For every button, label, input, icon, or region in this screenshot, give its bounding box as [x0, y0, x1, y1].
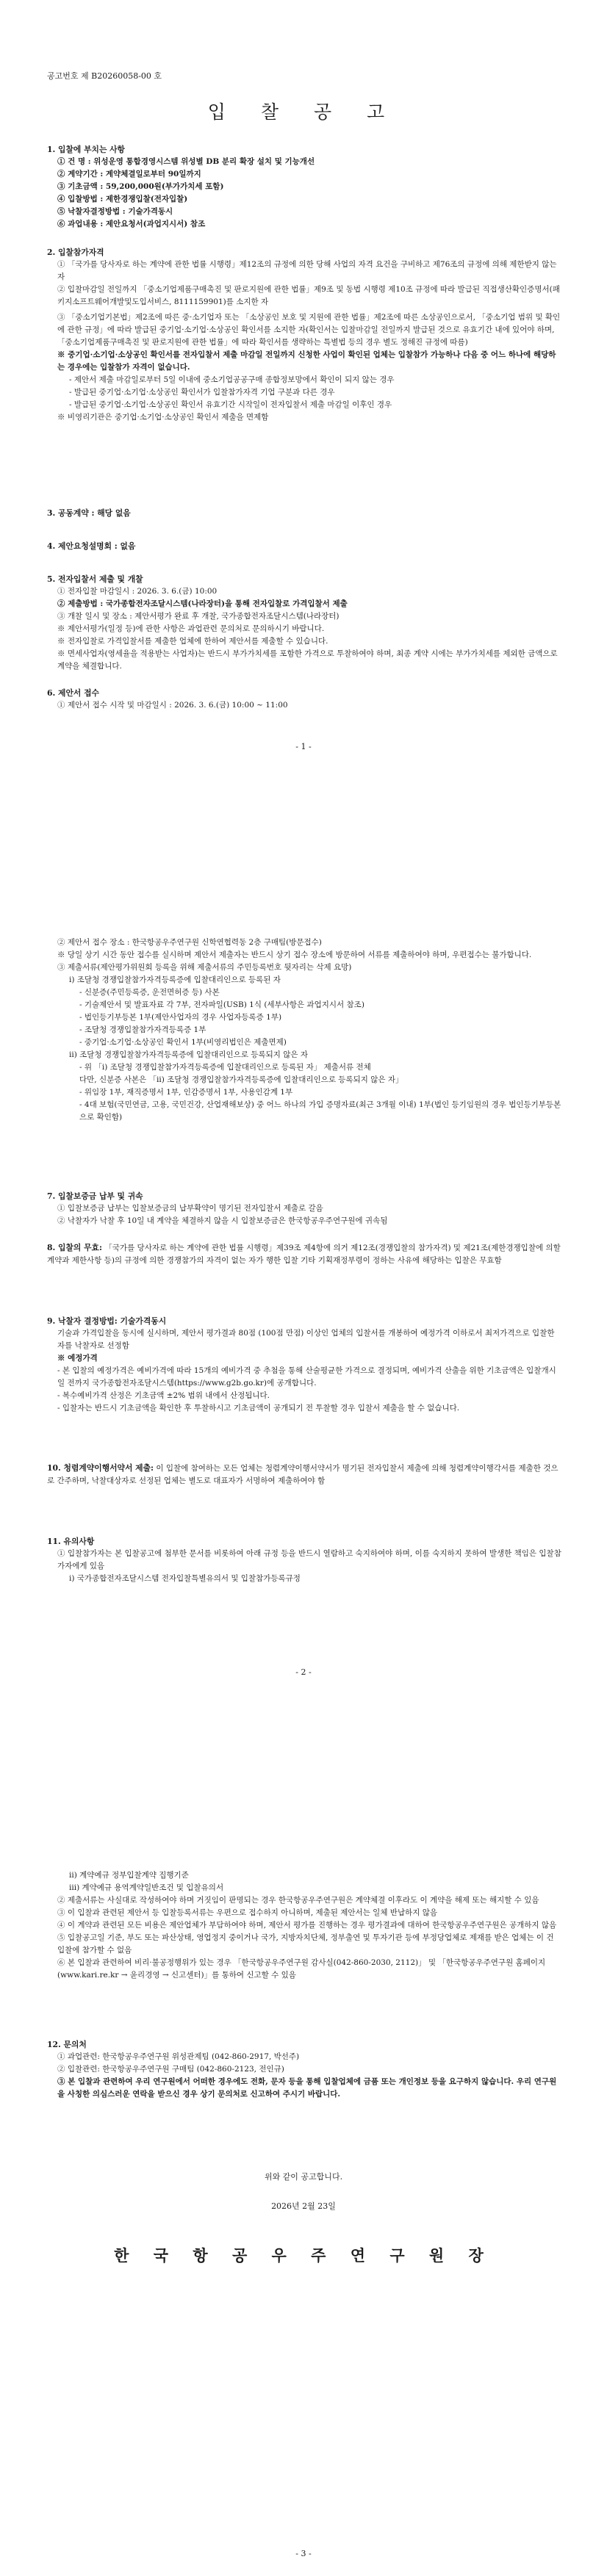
s6-doc-proposal: - 기술제안서 및 발표자료 각 7부, 전자파일(USB) 1식 (세부사항은 과업지시서 참조): [79, 1000, 364, 1009]
section-7: [47, 1190, 561, 1227]
s2-item-2: ② 입찰마감일 전일까지 「중소기업제품구매촉진 및 판로지원에 관한 법률」제9조 및 동법 시행령 제10조 규정에 따라 발급된 직접생산확인증명서(패키지소프트웨어개발및도입서비스, 8111159901)를 소지한 자: [57, 285, 560, 306]
s6-item-place: ② 제안서 접수 장소 : 한국항공우주연구원 신학연협력동 2층 구매팀(방문접수): [57, 938, 322, 947]
s7-item-1: ① 입찰보증금 납부는 입찰보증금의 납부확약이 명기된 전자입찰서 제출로 갈음: [57, 1204, 323, 1213]
section-12-heading: 12. 문의처: [47, 2040, 87, 2049]
section-10-heading: 10. 청렴계약이행서약서 제출:: [47, 1463, 154, 1473]
section-11-cont: [47, 1869, 561, 1982]
s1-item-decision: ⑤ 낙찰자결정방법 : 기술가격동시: [57, 207, 173, 216]
s9-text: 기술과 가격입찰을 동시에 실시하며, 제안서 평가결과 80점 (100점 만점) 이상인 업체의 입찰서를 개봉하여 예정가격 이하로서 최저가격으로 입찰한 자를 낙찰자로 선정함: [57, 1329, 555, 1350]
section-4-heading: 4. 제안요청설명회 : 없음: [47, 541, 136, 551]
s7-item-2: ② 낙찰자가 낙찰 후 10일 내 계약을 체결하지 않을 시 입찰보증금은 한국항공우주연구원에 귀속됨: [57, 1216, 388, 1225]
s6-doc-exception: 다만, 신분증 사본은 「ⅱ) 조달청 경쟁입찰참가자격등록증에 입찰대리인으로 등록되지 않은 자」: [79, 1075, 403, 1084]
section-6: [47, 687, 561, 712]
s1-item-period: ② 계약기간 : 계약체결일로부터 90일까지: [57, 170, 201, 178]
s5-note-2: ※ 전자입찰로 가격입찰서를 제출한 업체에 한하여 제안서를 제출할 수 있습니다.: [57, 637, 328, 646]
s1-item-scope: ⑥ 과업내용 : 제안요청서(과업지시서) 참조: [57, 220, 206, 228]
s11-item-5: ⑤ 입찰공고일 기준, 부도 또는 파산상태, 영업정지 중이거나 국가, 지방자치단체, 정부출연 및 투자기관 등에 부정당업체로 제재를 받은 업체는 이 건 입찰에 참가할 수 없음: [57, 1933, 554, 1955]
s6-case-1: ⅰ) 조달청 경쟁입찰참가자격등록증에 입찰대리인으로 등록된 자: [69, 975, 281, 984]
s11-item-4: ④ 이 계약과 관련된 모든 비용은 제안업체가 부담하여야 하며, 제안서 평가를 진행하는 경우 평가결과에 대하여 한국항공우주연구원은 공개하지 않음: [57, 1921, 557, 1930]
section-3: [47, 507, 561, 519]
section-2: [47, 246, 561, 424]
s1-item-name: ① 건 명 : 위성운영 통합경영시스템 위성별 DB 분리 확장 설치 및 기능개선: [57, 157, 315, 166]
s9-note: ※ 예정가격: [57, 1354, 98, 1363]
s11-sub-1: ⅰ) 국가종합전자조달시스템 전자입찰특별유의서 및 입찰참가등록규정: [69, 1574, 301, 1583]
s6-doc-insurance: - 4대 보험(국민연금, 고용, 국민건강, 산업재해보상) 중 어느 하나의 가입 증명자료(최근 3개월 이내) 1부(법인 등기임원의 경우 법인등기부등본으로 확인함): [79, 1100, 561, 1122]
s9-sub-2: - 복수예비가격 산정은 기초금액 ±2% 범위 내에서 산정됩니다.: [57, 1391, 270, 1400]
s11-sub-2: ⅱ) 계약예규 정부입찰계약 집행기준: [69, 1871, 189, 1880]
s9-sub-3: - 입찰자는 반드시 기초금액을 확인한 후 투찰하시고 기초금액이 공개되기 전 투찰할 경우 입찰서 제출을 할 수 없습니다.: [57, 1404, 460, 1413]
s2-item-1: ① 「국가를 당사자로 하는 계약에 관한 법률 시행령」제12조의 규정에 의한 당해 사업의 자격 요건을 구비하고 제76조의 규정에 의해 제한받지 않는 자: [57, 260, 557, 281]
s6-case-2: ⅱ) 조달청 경쟁입찰참가자격등록증에 입찰대리인으로 등록되지 않은 자: [69, 1050, 308, 1059]
section-3-heading: 3. 공동계약 : 해당 없음: [47, 508, 131, 518]
s2-sub-2: - 발급된 중기업·소기업·소상공인 확인서가 입찰참가자격 기업 구분과 다른 경우: [69, 388, 335, 397]
section-2-heading: 2. 입찰참가자격: [47, 248, 104, 257]
section-9-heading: 9. 낙찰자 결정방법: 기술가격동시: [47, 1316, 167, 1326]
section-7-heading: 7. 입찰보증금 납부 및 귀속: [47, 1191, 143, 1201]
s6-doc-registry: - 법인등기부등본 1부(제안사업자의 경우 사업자등록증 1부): [79, 1013, 282, 1022]
s2-sub-3: - 발급된 중기업·소기업·소상공인 확인서 유효기간 시작일이 전자입찰서 제출 마감일 이후인 경우: [69, 400, 392, 409]
page-title: 입 찰 공 고: [207, 101, 400, 123]
section-8-heading: 8. 입찰의 무효:: [47, 1243, 102, 1252]
s6-doc-g2b: - 조달청 경쟁입찰참가자격등록증 1부: [79, 1025, 206, 1034]
issuer-name: 한 국 항 공 우 주 연 구 원 장: [114, 2246, 493, 2265]
s5-note-3: ※ 면세사업자(영세율을 적용받는 사업자)는 반드시 부가가치세를 포함한 가격으로 투찰하여야 하며, 최종 계약 시에는 부가가치세를 제외한 금액으로 계약을 체결합니다.: [57, 649, 558, 671]
s5-item-opening: ③ 개찰 일시 및 장소 : 제안서평가 완료 후 개찰, 국가종합전자조달시스템(나라장터): [57, 612, 340, 621]
s6-doc-all: - 위 「ⅰ) 조달청 경쟁입찰참가자격등록증에 입찰대리인으로 등록된 자」 제출서류 전체: [79, 1063, 371, 1072]
s1-item-base-price: ③ 기초금액 : 59,200,000원(부가가치세 포함): [57, 182, 224, 191]
s5-note-1: ※ 제안서평가(일정 등)에 관한 사항은 과업관련 문의처로 문의하시기 바랍니다.: [57, 624, 325, 633]
section-11: [47, 1535, 561, 1585]
s12-warning: ③ 본 입찰과 관련하여 우리 연구원에서 어떠한 경우에도 전화, 문자 등을 통해 입찰업체에 금품 또는 개인정보 등을 요구하지 않습니다. 우리 연구원을 사칭한 의심스러운 연락을 받으신 경우 상기 문의처로 신고하여 주시기 바랍니다.: [57, 2077, 557, 2099]
s6-doc-poa: - 위임장 1부, 재직증명서 1부, 인감증명서 1부, 사용인감계 1부: [79, 1088, 293, 1097]
section-1-heading: 1. 입찰에 부치는 사항: [47, 145, 125, 154]
section-5-heading: 5. 전자입찰서 제출 및 개찰: [47, 574, 143, 584]
s11-item-3: ③ 이 입찰과 관련된 제안서 등 입찰등록서류는 우편으로 접수하지 아니하며, 제출된 제안서는 일체 반납하지 않음: [57, 1908, 437, 1917]
s2-note-2: ※ 비영리기관은 중기업·소기업·소상공인 확인서 제출을 면제함: [57, 413, 269, 422]
s5-item-deadline: ① 전자입찰 마감일시 : 2026. 3. 6.(금) 10:00: [57, 587, 218, 596]
s12-contact-bid: ② 입찰관련: 한국항공우주연구원 구매팀 (042-860-2123, 전인규): [57, 2065, 284, 2074]
section-6-cont: [47, 937, 561, 1124]
section-5: [47, 573, 561, 673]
notice-number: 공고번호 제 B20260058-00 호: [47, 71, 162, 81]
s11-sub-3: ⅲ) 계약예규 용역계약일반조건 및 입찰유의서: [69, 1883, 224, 1892]
s11-item-2: ② 제출서류는 사실대로 작성하여야 하며 거짓임이 판명되는 경우 한국항공우주연구원은 계약체결 이후라도 이 계약을 해제 또는 해지할 수 있음: [57, 1896, 539, 1905]
s2-note-1: ※ 중기업·소기업·소상공인 확인서를 전자입찰서 제출 마감일 전일까지 신청한 사업이 확인된 업체는 입찰참가 가능하나 다음 중 어느 하나에 해당하는 경우에는 입찰참가 자격이 없습니다.: [57, 350, 556, 372]
s6-item-documents: ③ 제출서류(제안평가위원회 등록을 위해 제출서류의 주민등록번호 뒷자리는 삭제 요망): [57, 963, 352, 972]
s6-note-visit: ※ 당일 상기 시간 동안 접수를 실시하며 제안서 제출자는 반드시 상기 접수 장소에 방문하여 서류를 제출하여야 하며, 우편접수는 불가합니다.: [57, 950, 532, 959]
page-number-1: - 1 -: [295, 742, 312, 751]
s10-text: 이 입찰에 참여하는 모든 업체는 청렴계약이행서약서가 명기된 전자입찰서 제출에 의해 청렴계약이행각서를 제출한 것으로 간주하며, 낙찰대상자로 선정된 업체는 별도로 대표자가 서명하여 제출하여야 함: [47, 1464, 558, 1485]
s2-item-3: ③ 「중소기업기본법」제2조에 따른 중·소기업자 또는 「소상공인 보호 및 지원에 관한 법률」제2조에 따른 소상공인으로서, 「중소기업 범위 및 확인에 관한 규정」에 따라 발급된 중기업·소기업·소상공인 확인서를 소지한 자(확인서는 입찰마감일 전일까지 발급된 것으로 유효기간 내에 있어야 하며, 「중소기업제품구매촉진 및 판로지원에 관한 법률」에 따라 확인서를 생략하는 특별법 등의 경우 별도 정해진 규정에 따름): [57, 313, 561, 347]
s11-item-6: ⑥ 본 입찰과 관련하여 비리·불공정행위가 있는 경우 「한국항공우주연구원 감사실(042-860-2030, 2112)」 및 「한국항공우주연구원 홈페이지(www.kari.re.kr → 윤리경영 → 신고센터)」를 통하여 신고할 수 있음: [57, 1958, 546, 1980]
section-10: [47, 1462, 561, 1487]
section-6-heading: 6. 제안서 접수: [47, 688, 99, 698]
s1-item-method: ④ 입찰방법 : 제한경쟁입찰(전자입찰): [57, 195, 188, 203]
s6-item-time: ① 제안서 접수 시작 및 마감일시 : 2026. 3. 6.(금) 10:00 ~ 11:00: [57, 701, 288, 710]
section-11-heading: 11. 유의사항: [47, 1537, 95, 1546]
s11-item-1: ① 입찰참가자는 본 입찰공고에 첨부한 문서를 비롯하여 아래 규정 등을 반드시 열람하고 숙지하여야 하며, 이를 숙지하지 못하여 발생한 책임은 입찰참가자에게 있음: [57, 1549, 561, 1570]
s9-sub-1: - 본 입찰의 예정가격은 예비가격에 따라 15개의 예비가격 중 추첨을 통해 산술평균한 가격으로 결정되며, 예비가격 산출을 위한 기초금액은 입찰개시일 전까지 국가종합전자조달시스템(https://www.g2b.go.kr)에 공개합니다.: [57, 1366, 556, 1388]
s2-sub-1: - 제안서 제출 마감일로부터 5일 이내에 중소기업공공구매 종합정보망에서 확인이 되지 않는 경우: [69, 375, 395, 384]
section-1: [47, 143, 561, 231]
section-8: [47, 1241, 561, 1267]
section-4: [47, 540, 561, 552]
s6-doc-id: - 신분증(주민등록증, 운전면허증 등) 사본: [79, 988, 220, 997]
page-number-2: - 2 -: [295, 1667, 312, 1677]
closing-phrase: 위와 같이 공고합니다.: [264, 2172, 343, 2182]
s12-contact-task: ① 과업관련: 한국항공우주연구원 위성관제팀 (042-860-2917, 박선주): [57, 2052, 300, 2061]
section-9: [47, 1315, 561, 1415]
page-number-3: - 3 -: [295, 2549, 312, 2558]
s8-text: 「국가를 당사자로 하는 계약에 관한 법률 시행령」제39조 제4항에 의거 제12조(경쟁입찰의 참가자격) 및 제21조(제한경쟁입찰에 의할 계약과 제한사항 등)의 규정에 의한 경쟁참가의 자격이 없는 자가 행한 입찰 기타 기획재정부령이 정하는 사유에 해당하는 입찰은 무효함: [47, 1244, 561, 1265]
closing-date: 2026년 2월 23일: [271, 2201, 336, 2211]
s5-item-method: ② 제출방법 : 국가종합전자조달시스템(나라장터)을 통해 전자입찰로 가격입찰서 제출: [57, 599, 348, 608]
section-12: [47, 2038, 561, 2101]
s6-doc-sme: - 중기업·소기업·소상공인 확인서 1부(비영리법인은 제출면제): [79, 1038, 287, 1047]
